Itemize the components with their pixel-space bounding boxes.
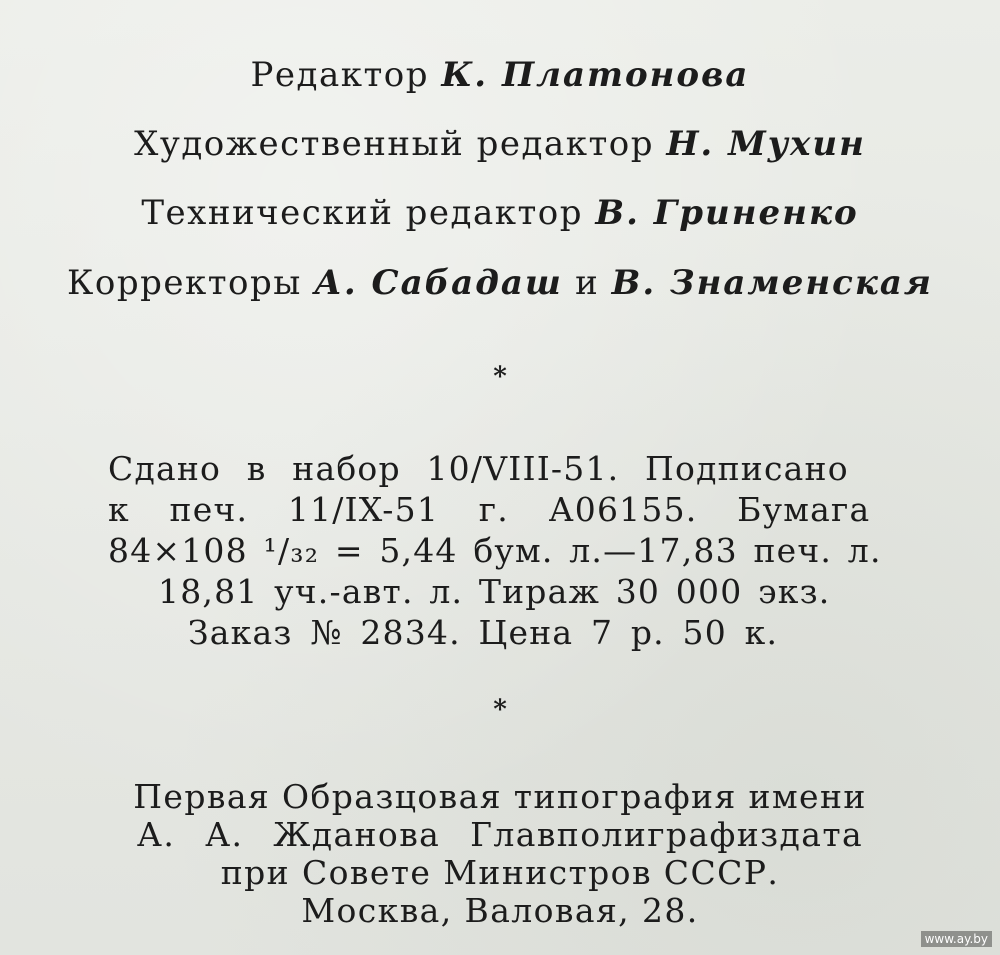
- separator-star-2: *: [493, 695, 507, 725]
- proofreader-name-2: В. Знаменская: [611, 263, 933, 303]
- separator-star-1: *: [493, 362, 507, 392]
- proofreaders-role: Корректоры: [67, 263, 302, 303]
- imprint-line-2: к печ. 11/IX-51 г. А06155. Бумага: [108, 490, 871, 529]
- imprint-line-3: 84×108 ¹/₃₂ = 5,44 бум. л.—17,83 печ. л.: [108, 531, 882, 570]
- editor-line: [0, 55, 1000, 95]
- imprint-line-1: Сдано в набор 10/VIII-51. Подписано: [108, 449, 849, 488]
- printer-line-1: Первая Образцовая типография имени: [133, 777, 867, 816]
- tech-editor-name: В. Гриненко: [595, 193, 859, 233]
- imprint-line-4: 18,81 уч.-авт. л. Тираж 30 000 экз.: [158, 572, 831, 611]
- art-editor-line: [0, 124, 1000, 164]
- site-watermark: www.ay.by: [921, 931, 992, 947]
- tech-editor-line: [0, 193, 1000, 233]
- art-editor-role: Художественный редактор: [134, 124, 654, 164]
- proofreader-name-1: А. Сабадаш: [314, 263, 563, 303]
- editor-role: Редактор: [250, 55, 430, 95]
- proofreaders-line: [0, 263, 1000, 303]
- art-editor-name: Н. Мухин: [666, 124, 866, 164]
- printer-line-3: при Совете Министров СССР.: [220, 853, 780, 892]
- editor-name: К. Платонова: [441, 55, 750, 95]
- imprint-line-5: Заказ № 2834. Цена 7 р. 50 к.: [188, 613, 779, 652]
- printer-line-2: А. А. Жданова Главполиграфиздата: [136, 815, 864, 854]
- proofreaders-and: и: [575, 263, 600, 303]
- tech-editor-role: Технический редактор: [141, 193, 584, 233]
- printer-line-4: Москва, Валовая, 28.: [301, 891, 699, 930]
